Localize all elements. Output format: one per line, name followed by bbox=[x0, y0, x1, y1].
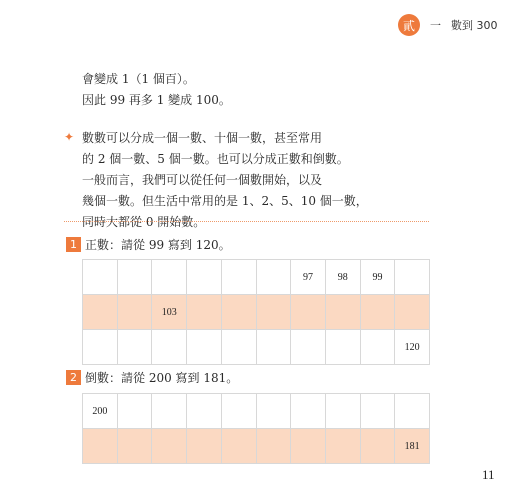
grid-cell[interactable] bbox=[395, 260, 430, 295]
grid-cell[interactable] bbox=[257, 394, 292, 429]
grid-cell[interactable] bbox=[222, 260, 257, 295]
grid-cell[interactable] bbox=[326, 330, 361, 365]
diamond-bullet-icon: ✦ bbox=[64, 130, 75, 144]
grid-cell[interactable] bbox=[83, 295, 118, 330]
grid-cell[interactable] bbox=[222, 295, 257, 330]
exercise-1-heading bbox=[66, 236, 231, 253]
grid-cell[interactable] bbox=[326, 295, 361, 330]
grid-cell[interactable] bbox=[291, 394, 326, 429]
grid-cell[interactable] bbox=[257, 260, 292, 295]
grid-cell[interactable] bbox=[152, 429, 187, 464]
dotted-divider bbox=[64, 221, 429, 222]
paragraph-2-line: 數數可以分成一個一數、十個一數，甚至常用 bbox=[82, 131, 323, 145]
grid-cell[interactable] bbox=[152, 260, 187, 295]
grid-cell[interactable] bbox=[222, 429, 257, 464]
grid-cell[interactable] bbox=[83, 330, 118, 365]
grid-cell[interactable]: 200 bbox=[83, 394, 118, 429]
paragraph-2-line: 的 2 個一數、5 個一數。也可以分成正數和倒數。 bbox=[82, 152, 349, 166]
grid-cell[interactable] bbox=[257, 295, 292, 330]
paragraph-2-line: 一般而言，我們可以從任何一個數開始，以及 bbox=[82, 173, 323, 187]
exercise-2-title: 倒數：請從 200 寫到 181。 bbox=[85, 371, 239, 385]
grid-cell[interactable] bbox=[257, 429, 292, 464]
grid-cell[interactable] bbox=[291, 429, 326, 464]
paragraph-2-line: 同時大都從 0 開始數。 bbox=[82, 215, 206, 229]
grid-cell[interactable] bbox=[361, 330, 396, 365]
grid-cell[interactable] bbox=[187, 429, 222, 464]
header-dash: 一 bbox=[430, 19, 441, 32]
grid-cell[interactable] bbox=[395, 295, 430, 330]
page-header bbox=[398, 14, 498, 36]
grid-cell[interactable] bbox=[291, 295, 326, 330]
exercise-1-number: 1 bbox=[66, 237, 81, 252]
exercise-1-title: 正數：請從 99 寫到 120。 bbox=[85, 238, 231, 252]
grid-cell[interactable] bbox=[118, 394, 153, 429]
chapter-badge: 貳 bbox=[398, 14, 420, 36]
grid-cell[interactable] bbox=[257, 330, 292, 365]
grid-cell[interactable] bbox=[326, 429, 361, 464]
grid-cell[interactable] bbox=[118, 260, 153, 295]
page-number: 11 bbox=[482, 467, 495, 482]
grid-cell[interactable] bbox=[152, 330, 187, 365]
grid-cell[interactable] bbox=[187, 260, 222, 295]
grid-cell[interactable] bbox=[118, 295, 153, 330]
grid-cell[interactable] bbox=[118, 429, 153, 464]
grid-cell[interactable] bbox=[187, 295, 222, 330]
chapter-title: 數到 300 bbox=[451, 19, 498, 32]
exercise-2-number: 2 bbox=[66, 370, 81, 385]
grid-cell[interactable] bbox=[222, 330, 257, 365]
grid-cell[interactable] bbox=[222, 394, 257, 429]
grid-cell[interactable] bbox=[291, 330, 326, 365]
grid-cell[interactable] bbox=[187, 394, 222, 429]
grid-cell[interactable]: 97 bbox=[291, 260, 326, 295]
grid-cell[interactable] bbox=[187, 330, 222, 365]
exercise-2-grid bbox=[82, 393, 430, 464]
grid-cell[interactable] bbox=[361, 295, 396, 330]
grid-cell[interactable] bbox=[152, 394, 187, 429]
paragraph-2 bbox=[82, 128, 454, 233]
paragraph-1-line: 因此 99 再多 1 變成 100。 bbox=[82, 93, 231, 107]
grid-cell[interactable] bbox=[83, 260, 118, 295]
grid-cell[interactable]: 120 bbox=[395, 330, 430, 365]
exercise-2-heading bbox=[66, 369, 238, 386]
grid-cell[interactable] bbox=[361, 429, 396, 464]
grid-cell[interactable]: 99 bbox=[361, 260, 396, 295]
grid-cell[interactable]: 181 bbox=[395, 429, 430, 464]
grid-cell[interactable] bbox=[83, 429, 118, 464]
grid-cell[interactable] bbox=[118, 330, 153, 365]
paragraph-1-line: 會變成 1（1 個百）。 bbox=[82, 72, 195, 86]
grid-cell[interactable] bbox=[395, 394, 430, 429]
grid-cell[interactable] bbox=[326, 394, 361, 429]
grid-cell[interactable]: 103 bbox=[152, 295, 187, 330]
grid-cell[interactable]: 98 bbox=[326, 260, 361, 295]
exercise-1-grid bbox=[82, 259, 430, 365]
grid-cell[interactable] bbox=[361, 394, 396, 429]
paragraph-2-line: 幾個一數。但生活中常用的是 1、2、5、10 個一數， bbox=[82, 194, 368, 208]
paragraph-1 bbox=[82, 69, 454, 111]
